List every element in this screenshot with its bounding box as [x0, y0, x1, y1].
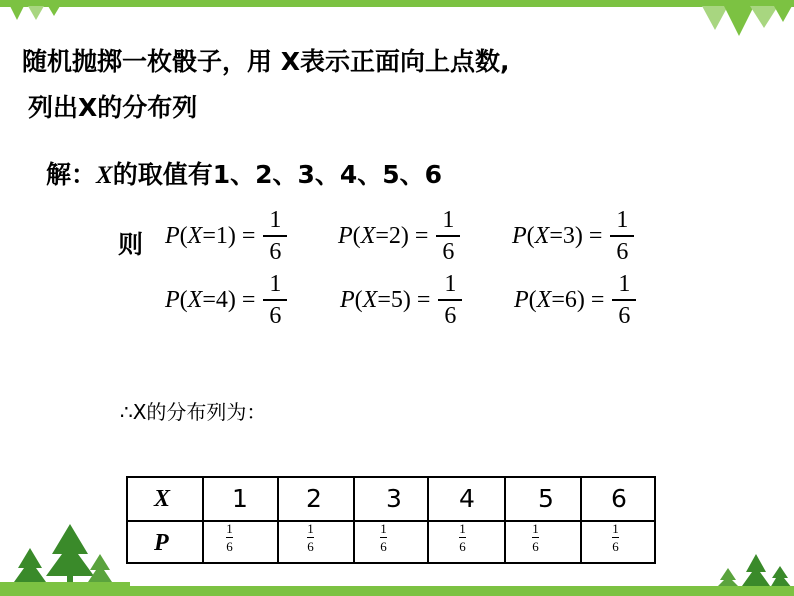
fraction: $\frac{1}{6}$: [436, 208, 460, 264]
probability-equation: P ( X = 6 ) = $\frac{1}{6}$: [514, 272, 636, 328]
table-cell-x: 5: [538, 484, 554, 513]
probability-equation: P ( X = 2 ) = $\frac{1}{6}$: [338, 208, 460, 264]
then-label: 则: [118, 230, 144, 259]
solution-statement: [46, 155, 442, 191]
fraction: $\frac{1}{6}$: [263, 208, 287, 264]
table-header-p: P: [154, 530, 169, 556]
question-line-1: 随机抛掷一枚骰子，用 X表示正面向上点数,: [22, 47, 510, 76]
fraction: $\frac{1}{6}$: [263, 272, 287, 328]
probability-equation: P ( X = 1 ) = $\frac{1}{6}$: [165, 208, 287, 264]
conclusion-text: ∴X的分布列为：: [120, 400, 267, 424]
table-cell-p: 1 6: [612, 521, 619, 554]
probability-equation: P ( X = 3 ) = $\frac{1}{6}$: [512, 208, 634, 264]
table-header-x: X: [154, 486, 171, 512]
bottom-accent-bar: [0, 586, 794, 596]
distribution-table: [126, 476, 656, 564]
solution-variable: X: [96, 162, 113, 189]
table-cell-p: 1 6: [459, 521, 466, 554]
solution-text: 的取值有1、2、3、4、5、6: [112, 160, 443, 189]
top-accent-bar: [0, 0, 794, 7]
bottom-right-trees-decoration: [712, 552, 794, 590]
question-line-2: 列出X的分布列: [28, 93, 198, 122]
probability-equation: P ( X = 5 ) = $\frac{1}{6}$: [340, 272, 462, 328]
table-row-divider: [128, 520, 654, 522]
table-cell-p: 1 6: [380, 521, 387, 554]
table-cell-p: 1 6: [307, 521, 314, 554]
solution-label: 解：: [46, 160, 97, 189]
fraction: $\frac{1}{6}$: [438, 272, 462, 328]
top-left-triangles-decoration: [10, 0, 70, 22]
table-cell-x: 1: [232, 484, 248, 513]
table-cell-p: 1 6: [226, 521, 233, 554]
fraction: $\frac{1}{6}$: [610, 208, 634, 264]
table-cell-p: 1 6: [532, 521, 539, 554]
table-cell-x: 3: [386, 484, 402, 513]
table-cell-x: 6: [611, 484, 627, 513]
table-cell-x: 2: [306, 484, 322, 513]
top-right-triangles-decoration: [698, 0, 794, 40]
bottom-left-trees-decoration: [0, 520, 130, 590]
probability-equation: P ( X = 4 ) = $\frac{1}{6}$: [165, 272, 287, 328]
table-cell-x: 4: [459, 484, 475, 513]
fraction: $\frac{1}{6}$: [612, 272, 636, 328]
